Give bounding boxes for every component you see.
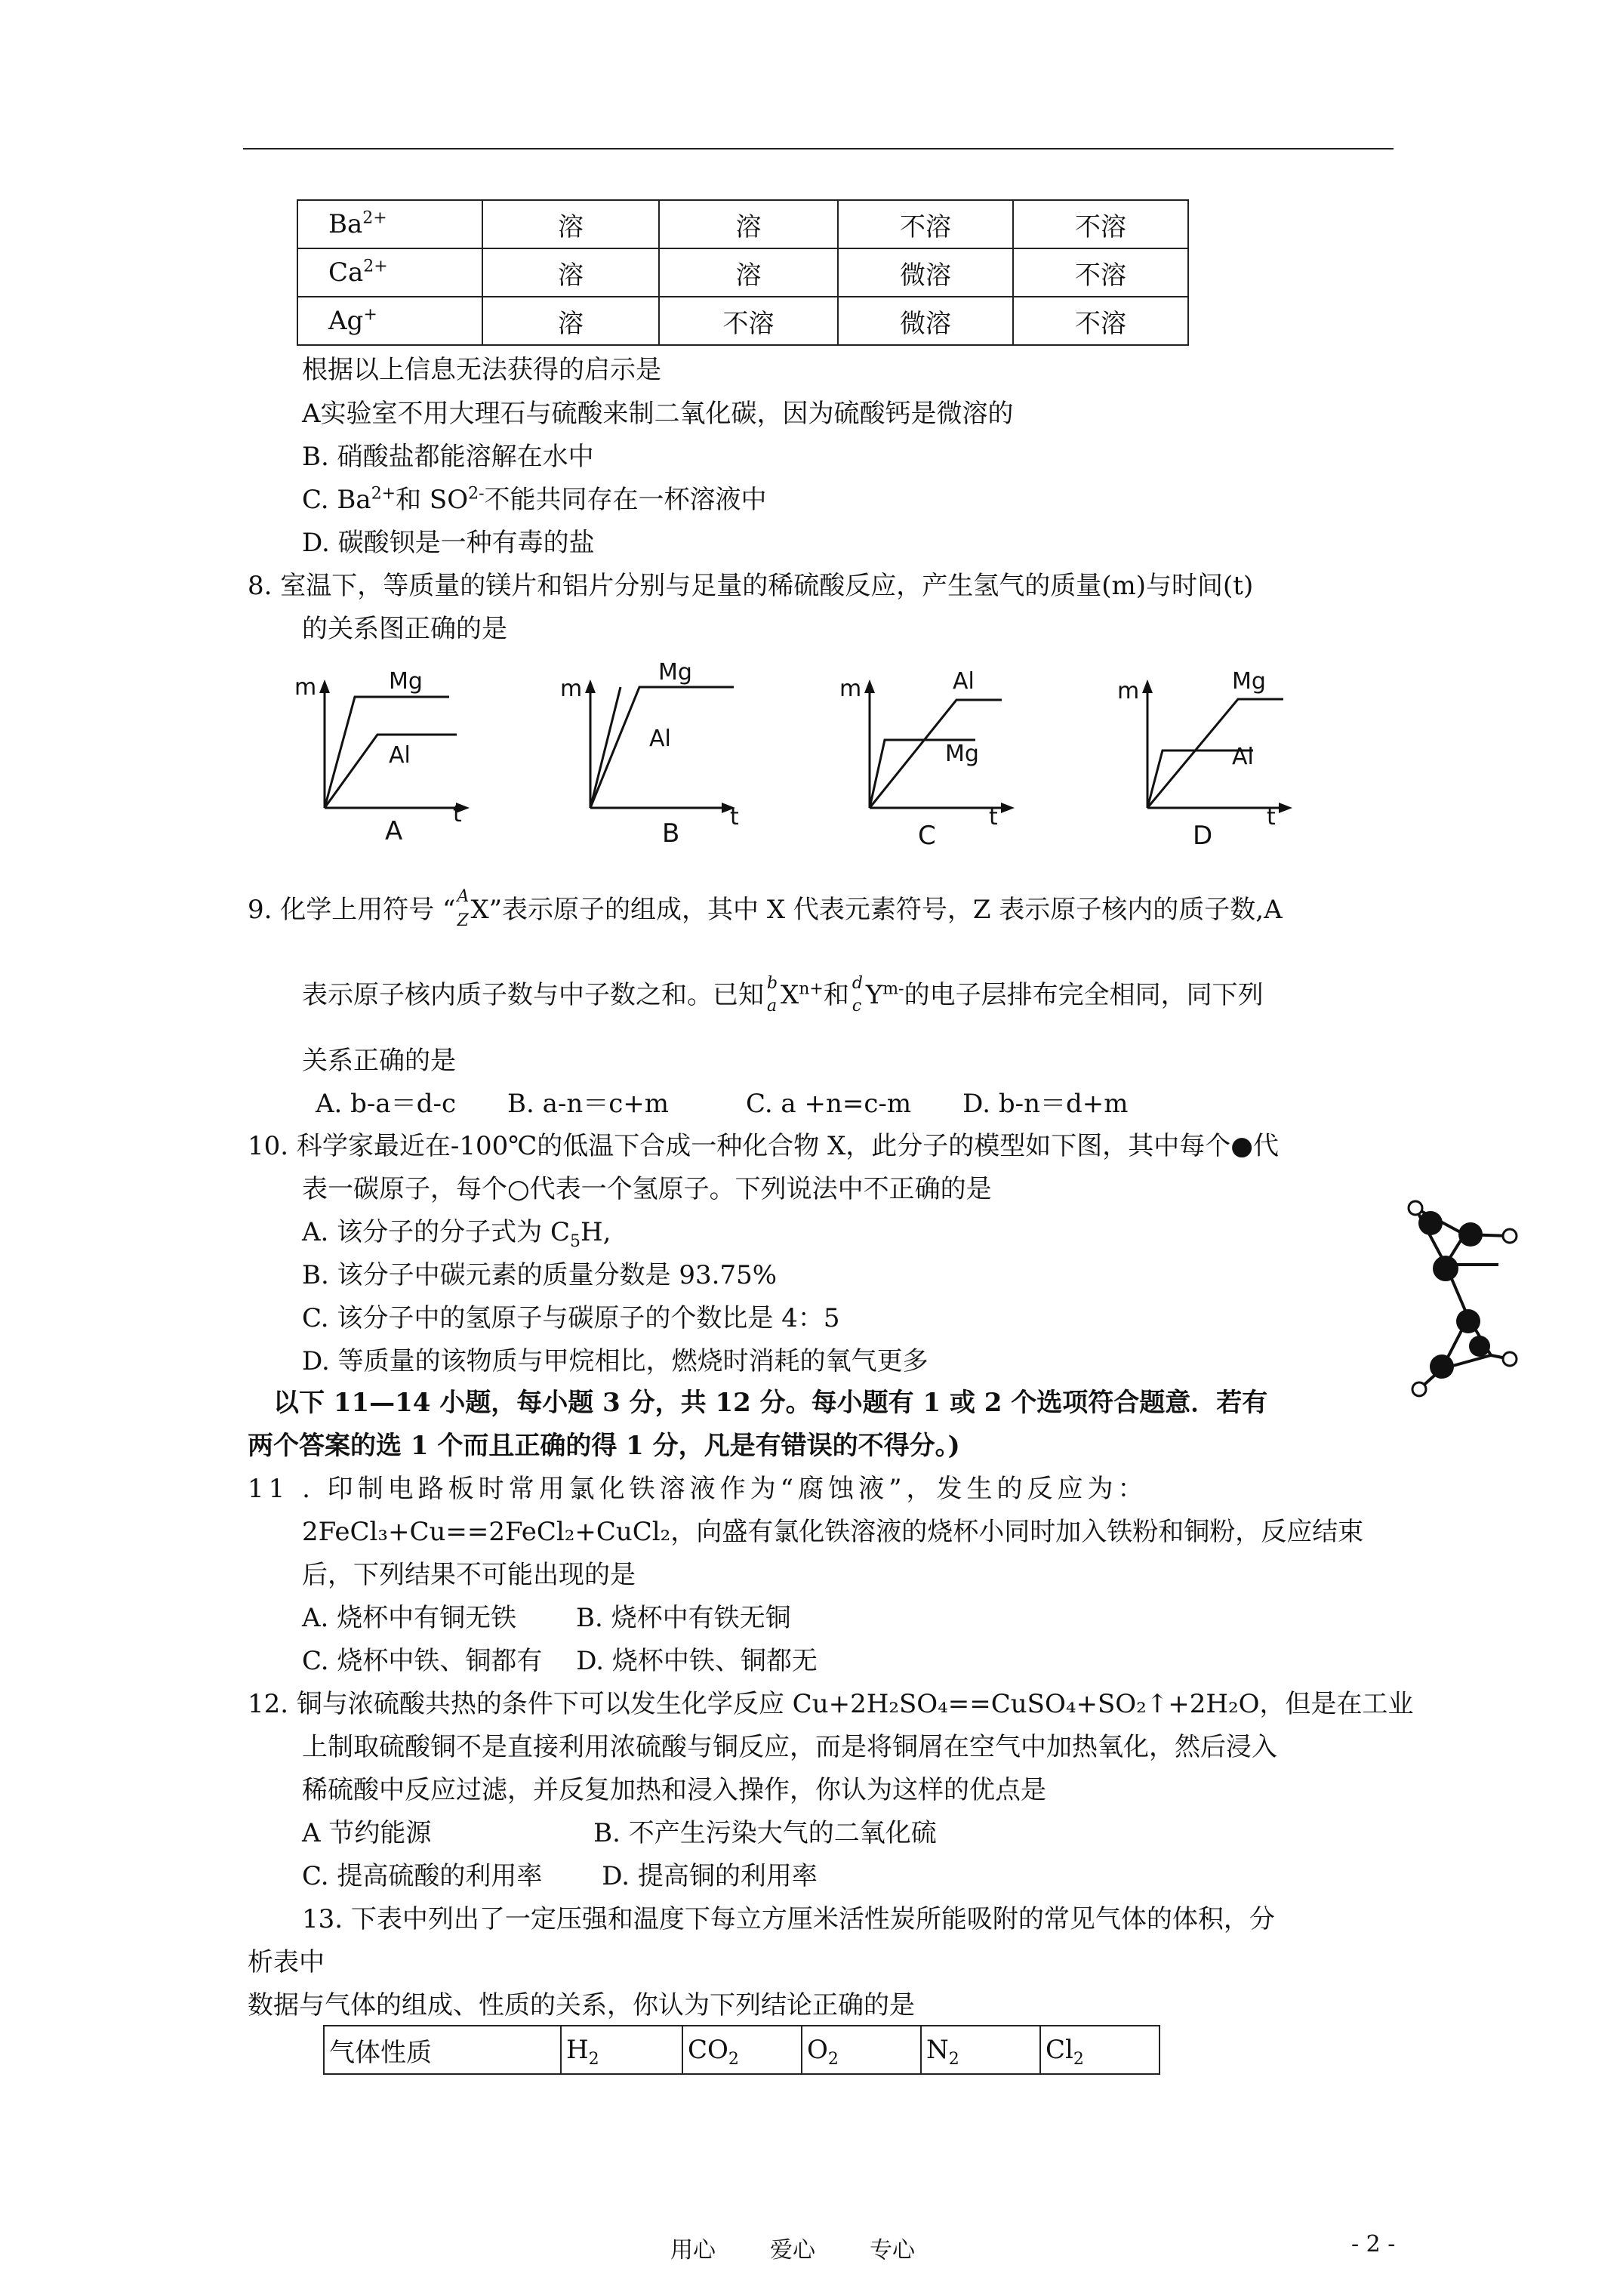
carbon-atom-icon [1418,1211,1443,1235]
solubility-cell: 溶 [659,200,838,248]
q13-stem-line2: 析表中 [248,1947,325,1977]
footer-slogan-1: 用心 [670,2237,716,2264]
series-label-top: Mg [658,659,692,686]
q10-stem-line2: 表一碳原子，每个○代表一个氢原子。下列说法中不正确的是 [302,1174,992,1204]
q7-option-a: A实验室不用大理石与硫酸来制二氧化碳，因为硫酸钙是微溶的 [302,399,1014,429]
q12-options-ab: A 节约能源 B. 不产生污染大气的二氧化硫 [302,1818,937,1848]
q13-stem-line3: 数据与气体的组成、性质的关系，你认为下列结论正确的是 [248,1990,915,2020]
x-axis-label: t [730,804,739,831]
q10-option-a: A. 该分子的分子式为 $C_5H$, [302,1217,611,1251]
page-number: - 2 - [1351,2231,1396,2257]
carbon-atom-icon [1456,1309,1480,1333]
y-axis-label: m [560,676,583,702]
series-line-top [325,697,449,808]
solubility-cell: 溶 [659,248,838,297]
series-line-top [870,700,1002,808]
gas-cell: $H_2$ [561,2026,682,2074]
solubility-cell: 不溶 [1013,248,1188,297]
series-label-bottom: Al [389,742,411,769]
table-row [324,2026,1160,2074]
table-row [297,248,1188,297]
solubility-cell: 溶 [482,248,659,297]
graph-option-label: D [1193,821,1213,851]
gas-cell: $CO_2$ [682,2026,802,2074]
q7-stem: 根据以上信息无法获得的启示是 [302,355,661,385]
series-label-top: Al [953,668,975,695]
carbon-atom-icon [1469,1336,1490,1357]
graph-option-label: A [385,816,403,846]
section-note-line2: 两个答案的选 1 个而且正确的得 1 分，凡是有错误的不得分。) [248,1431,960,1461]
table-row [297,297,1188,345]
series-label-top: Mg [1232,668,1266,695]
q8-stem-line2: 的关系图正确的是 [302,614,507,644]
q11-stem-line3: 后，下列结果不可能出现的是 [302,1560,636,1590]
carbon-atom-icon [1433,1256,1458,1281]
series-label-bottom: Al [649,726,671,752]
q8-graph-d [1117,657,1313,853]
solubility-cell: 不溶 [838,200,1013,248]
y-axis-label: m [839,676,862,702]
footer-slogan-3: 专心 [870,2237,915,2264]
q12-stem-line1: 12. 铜与浓硫酸共热的条件下可以发生化学反应 Cu+2H₂SO₄==CuSO₄+SO₂↑+2H₂O，但是在工业 [248,1689,1414,1719]
x-axis-arrow-icon [1279,803,1292,813]
q10-option-b: B. 该分子中碳元素的质量分数是 93.75% [302,1260,778,1290]
q10-option-d: D. 等质量的该物质与甲烷相比，燃烧时消耗的氧气更多 [302,1346,929,1376]
series-label-bottom: Mg [945,741,979,767]
solubility-cell: 不溶 [1013,297,1188,345]
section-note-line1: 以下 11—14 小题，每小题 3 分，共 12 分。每小题有 1 或 2 个选项符合题意．若有 [273,1388,1268,1418]
header-rule [243,148,1394,149]
q9-stem-line1: 9. 化学上用符号 “ A Z X”表示原子的组成，其中 X 代表元素符号，Z 表示原子核内的质子数,A [248,887,1283,930]
molecule-model-figure [1359,1174,1548,1401]
carbon-atom-icon [1430,1354,1454,1379]
graph-option-label: C [918,821,936,851]
footer-slogan-2: 爱心 [770,2237,815,2264]
y-axis-arrow-icon [319,680,330,693]
ion-cell: $Ba^{2+}$ [297,200,482,248]
table-header-cell: 气体性质 [324,2026,561,2074]
q7-option-d: D. 碳酸钡是一种有毒的盐 [302,528,595,558]
q9-options: A. b-a＝d-c B. a-n＝c+m C. a +n=c-m D. b-n＝d+m [316,1089,1129,1119]
solubility-cell: 溶 [482,200,659,248]
graph-option-label: B [662,818,680,849]
y-axis-label: m [1117,678,1140,704]
q11-stem-line2: 2FeCl₃+Cu==2FeCl₂+CuCl₂，向盛有氯化铁溶液的烧杯小同时加入铁粉和铜粉，反应结束 [302,1517,1364,1547]
x-axis-label: t [1267,804,1276,831]
hydrogen-atom-icon [1503,1352,1517,1366]
q12-stem-line3: 稀硫酸中反应过滤，并反复加热和浸入操作，你认为这样的优点是 [302,1775,1046,1805]
series-label-bottom: Al [1232,744,1254,770]
q10-option-c: C. 该分子中的氢原子与碳原子的个数比是 4：5 [302,1303,840,1333]
hydrogen-atom-icon [1409,1201,1422,1215]
y-axis-arrow-icon [1142,680,1153,693]
x-axis-label: t [989,804,998,831]
q11-options-cd: C. 烧杯中铁、铜都有 D. 烧杯中铁、铜都无 [302,1646,818,1676]
q13-stem-line1: 13. 下表中列出了一定压强和温度下每立方厘米活性炭所能吸附的常见气体的体积，分 [302,1904,1275,1934]
ion-cell: Ag+ [297,297,482,345]
q9-stem-line2: 表示原子核内质子数与中子数之和。已知 b a $X^{n+}$和 d c $Y^{m-}$的电子层排布完全相同，同下列 [302,974,1264,1015]
table-row [297,200,1188,248]
q8-graph-c [839,657,1036,853]
y-axis-arrow-icon [585,680,596,693]
solubility-table [297,199,1189,346]
q8-graph-a [294,657,491,853]
solubility-cell: 微溶 [838,248,1013,297]
y-axis-arrow-icon [864,680,875,693]
q11-options-ab: A. 烧杯中有铜无铁 B. 烧杯中有铁无铜 [302,1603,791,1633]
q12-options-cd: C. 提高硫酸的利用率 D. 提高铜的利用率 [302,1861,818,1891]
gas-adsorption-table [323,2025,1160,2075]
hydrogen-atom-icon [1503,1229,1517,1243]
q8-stem-line1: 8. 室温下，等质量的镁片和铝片分别与足量的稀硫酸反应，产生氢气的质量(m)与时间(t) [248,571,1254,601]
q11-stem-line1: 11 . 印制电路板时常用氯化铁溶液作为“腐蚀液”，发生的反应为： [248,1474,1148,1504]
q10-stem-line1: 10. 科学家最近在-100℃的低温下合成一种化合物 X，此分子的模型如下图，其中每个●代 [248,1131,1279,1161]
solubility-cell: 微溶 [838,297,1013,345]
gas-cell: $O_2$ [802,2026,921,2074]
q12-stem-line2: 上制取硫酸铜不是直接利用浓硫酸与铜反应，而是将铜屑在空气中加热氧化，然后浸入 [302,1732,1277,1762]
hydrogen-atom-icon [1412,1382,1426,1396]
solubility-cell: 不溶 [659,297,838,345]
carbon-atom-icon [1458,1222,1483,1247]
q7-option-b: B. 硝酸盐都能溶解在水中 [302,442,594,472]
q7-option-c: C. $Ba^{2+}$和 $SO^{2-}$不能共同存在一杯溶液中 [302,484,767,515]
series-line-top [1147,699,1283,808]
y-axis-label: m [294,674,317,701]
x-axis-label: t [453,801,462,827]
x-axis-arrow-icon [1001,803,1015,813]
solubility-cell: 不溶 [1013,200,1188,248]
q8-graph-b [560,657,756,853]
gas-cell: $Cl_2$ [1040,2026,1160,2074]
series-label-top: Mg [389,668,423,695]
solubility-cell: 溶 [482,297,659,345]
ion-cell: $Ca^{2+}$ [297,248,482,297]
gas-cell: $N_2$ [921,2026,1040,2074]
q9-stem-line3: 关系正确的是 [302,1046,456,1076]
